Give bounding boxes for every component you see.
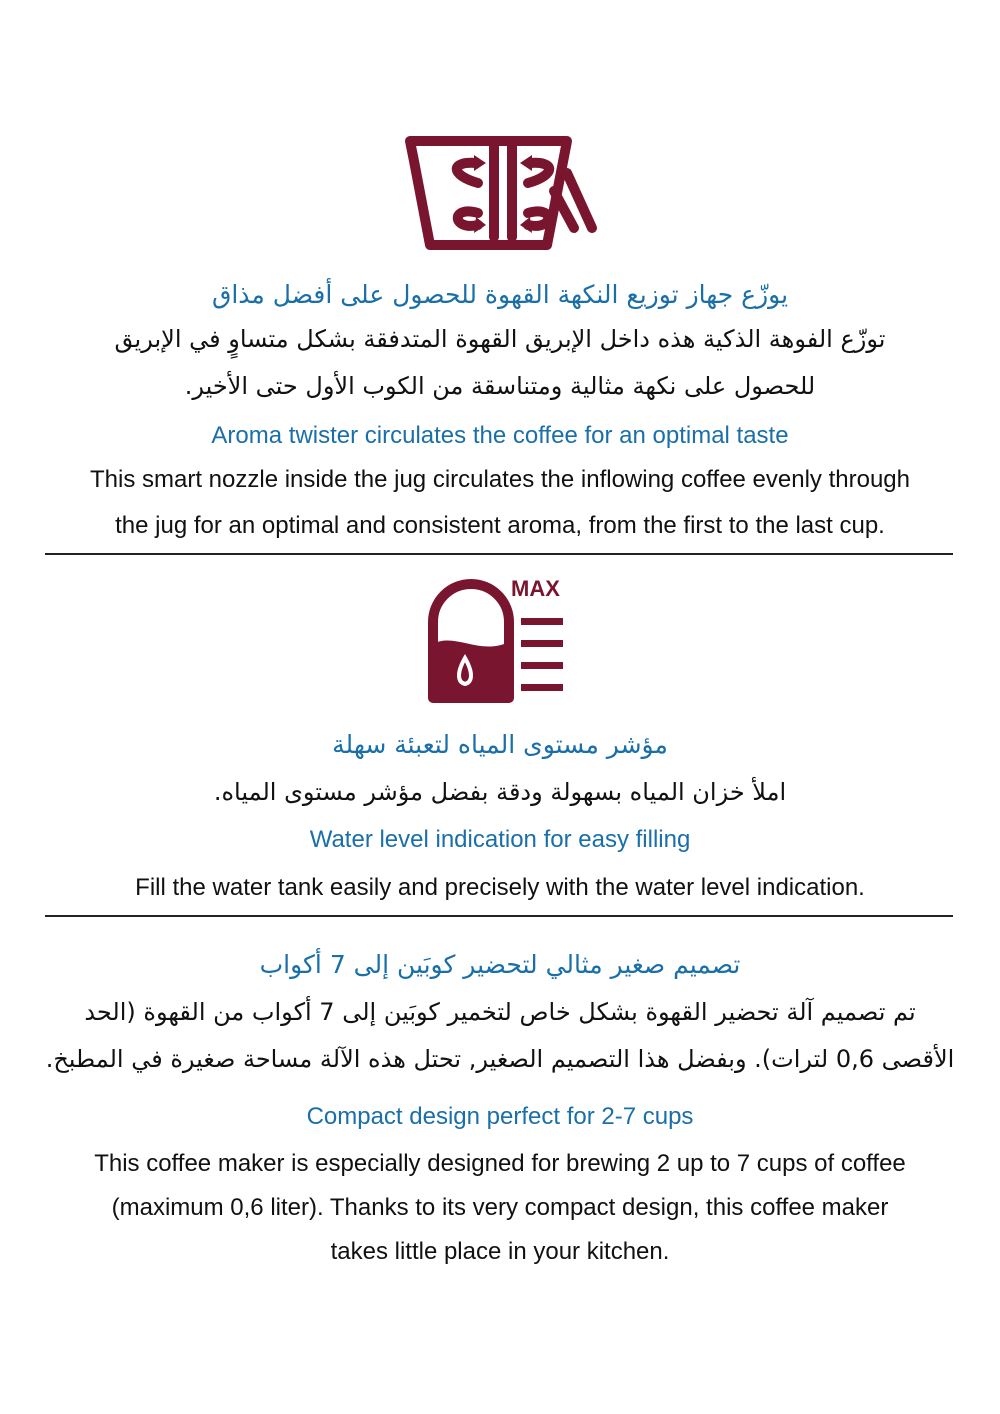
section-3-english-line-1: This coffee maker is especially designed for brewing 2 up to 7 cups of coffee: [94, 1150, 906, 1177]
section-3-english-line-3: takes little place in your kitchen.: [330, 1238, 670, 1265]
section-3-arabic-title: تصميم صغير مثالي لتحضير كوبَين إلى 7 أكواب: [259, 950, 741, 979]
section-3-english-line-2: (maximum 0,6 liter). Thanks to its very compact design, this coffee maker: [111, 1194, 889, 1221]
water-tank-level-icon: [425, 572, 575, 704]
section-1-arabic-title: يوزّع جهاز توزيع النكهة القهوة للحصول على أفضل مذاق: [211, 280, 789, 309]
jug-swirl-icon: [402, 133, 600, 255]
section-3-arabic-line-2: الأقصى 0,6 لترات). وبفضل هذا التصميم الصغير, تحتل هذه الآلة مساحة صغيرة في المطبخ.: [45, 1045, 955, 1073]
divider-2: [45, 915, 953, 917]
section-3-english-title: Compact design perfect for 2-7 cups: [306, 1103, 694, 1130]
section-1-english-title: Aroma twister circulates the coffee for an optimal taste: [211, 422, 789, 449]
divider-1: [45, 553, 953, 555]
max-label: MAX: [511, 576, 560, 601]
section-1-arabic-line-2: للحصول على نكهة مثالية ومتناسقة من الكوب الأول حتى الأخير.: [184, 372, 816, 400]
section-1-english-line-1: This smart nozzle inside the jug circulates the inflowing coffee evenly through: [90, 466, 910, 493]
section-2-english-title: Water level indication for easy filling: [309, 826, 691, 853]
section-1-arabic-line-1: توزّع الفوهة الذكية هذه داخل الإبريق القهوة المتدفقة بشكل متساوٍ في الإبريق: [114, 325, 886, 353]
section-2-arabic-line-1: املأ خزان المياه بسهولة ودقة بفضل مؤشر مستوى المياه.: [213, 778, 787, 806]
section-2-english-line-1: Fill the water tank easily and precisely with the water level indication.: [135, 874, 865, 901]
section-3-arabic-line-1: تم تصميم آلة تحضير القهوة بشكل خاص لتخمير كوبَين إلى 7 أكواب من القهوة (الحد: [84, 998, 916, 1026]
section-1-english-line-2: the jug for an optimal and consistent aroma, from the first to the last cup.: [115, 512, 885, 539]
section-2-arabic-title: مؤشر مستوى المياه لتعبئة سهلة: [332, 730, 668, 759]
